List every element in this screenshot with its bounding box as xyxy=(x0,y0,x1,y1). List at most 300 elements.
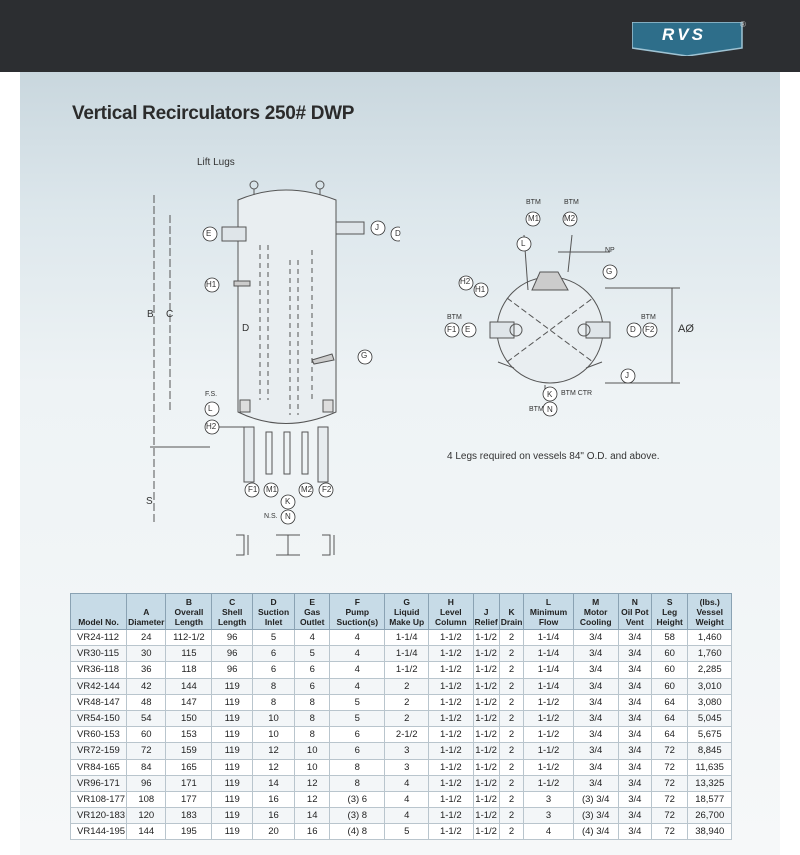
fs-label: F.S. xyxy=(205,391,218,398)
table-cell: 14 xyxy=(295,808,330,824)
table-cell: 1-1/4 xyxy=(524,630,573,646)
nozzle-f2-label: F2 xyxy=(322,485,332,494)
table-cell: 3,010 xyxy=(688,678,732,694)
table-cell: 8 xyxy=(295,694,330,710)
dim-a-dia-label: AØ xyxy=(678,323,694,335)
table-cell: 60 xyxy=(127,727,166,743)
table-cell: 8 xyxy=(252,678,294,694)
table-cell: 10 xyxy=(295,743,330,759)
table-cell: 3/4 xyxy=(573,710,618,726)
table-cell: 1,460 xyxy=(688,630,732,646)
side-elevation-drawing xyxy=(140,150,400,570)
column-name: Suction Inlet xyxy=(257,607,290,627)
column-header xyxy=(499,594,524,630)
table-cell: 6 xyxy=(330,743,385,759)
column-letter: H xyxy=(447,597,454,607)
table-cell: 6 xyxy=(252,662,294,678)
table-cell: 150 xyxy=(166,710,212,726)
table-cell: 72 xyxy=(127,743,166,759)
column-name: Shell Length xyxy=(217,607,247,627)
column-header xyxy=(688,594,732,630)
table-cell: 8 xyxy=(330,759,385,775)
table-cell: 1-1/2 xyxy=(429,646,473,662)
table-body xyxy=(71,630,732,840)
table-cell: 12 xyxy=(252,759,294,775)
table-cell: 10 xyxy=(252,727,294,743)
table-cell: 60 xyxy=(651,662,688,678)
table-cell: 6 xyxy=(330,727,385,743)
plan-l-label: L xyxy=(521,239,526,248)
table-cell: 1-1/4 xyxy=(385,630,429,646)
table-row xyxy=(71,678,732,694)
logo-text: RVS xyxy=(662,25,706,44)
table-cell: 96 xyxy=(212,662,253,678)
table-cell: 8 xyxy=(295,727,330,743)
np-label: NP xyxy=(605,247,615,254)
table-cell: 1-1/2 xyxy=(429,791,473,807)
column-name: Model No. xyxy=(78,617,119,627)
table-cell: 26,700 xyxy=(688,808,732,824)
nozzle-m2-label: M2 xyxy=(301,485,313,494)
table-cell: 119 xyxy=(212,727,253,743)
table-cell: 3/4 xyxy=(618,710,651,726)
header-row xyxy=(71,594,732,630)
column-header xyxy=(252,594,294,630)
table-cell: 1-1/2 xyxy=(473,710,499,726)
column-letter: B xyxy=(185,597,192,607)
table-cell: 1-1/2 xyxy=(429,630,473,646)
nozzle-d-label: D xyxy=(395,229,401,238)
plan-view-drawing xyxy=(440,190,700,420)
table-cell: 1-1/2 xyxy=(429,727,473,743)
model-cell: VR36-118 xyxy=(71,662,127,678)
table-row xyxy=(71,662,732,678)
plan-h2-label: H2 xyxy=(460,277,471,286)
table-cell: 4 xyxy=(295,630,330,646)
btm-ctr-label: BTM CTR xyxy=(561,390,593,397)
table-cell: 1-1/2 xyxy=(429,694,473,710)
table-cell: 1-1/2 xyxy=(473,743,499,759)
table-cell: 60 xyxy=(651,646,688,662)
column-letter: E xyxy=(309,597,316,607)
table-cell: 3/4 xyxy=(618,646,651,662)
table-cell: 119 xyxy=(212,759,253,775)
table-cell: 5,045 xyxy=(688,710,732,726)
table-cell: 54 xyxy=(127,710,166,726)
table-row xyxy=(71,775,732,791)
table-cell: 119 xyxy=(212,824,253,840)
nozzle-k-label: K xyxy=(285,497,291,506)
nozzle-n-label: N xyxy=(285,512,291,521)
nozzle-h2-label: H2 xyxy=(206,422,217,431)
table-cell: 119 xyxy=(212,710,253,726)
dim-s-label: S xyxy=(146,496,153,507)
model-cell: VR54-150 xyxy=(71,710,127,726)
column-letter: F xyxy=(354,597,360,607)
table-cell: 6 xyxy=(252,646,294,662)
table-cell: 2 xyxy=(499,630,524,646)
table-cell: 1-1/2 xyxy=(473,678,499,694)
table-cell: 1-1/2 xyxy=(473,630,499,646)
table-cell: 12 xyxy=(295,791,330,807)
table-cell: 4 xyxy=(385,775,429,791)
column-letter: G xyxy=(403,597,411,607)
table-cell: 3 xyxy=(524,808,573,824)
table-cell: 64 xyxy=(651,727,688,743)
column-name: Oil Pot Vent xyxy=(621,607,649,627)
table-cell: 1-1/2 xyxy=(429,759,473,775)
table-cell: 1-1/2 xyxy=(473,662,499,678)
table-cell: 1,760 xyxy=(688,646,732,662)
table-cell: 5 xyxy=(252,630,294,646)
table-cell: 2 xyxy=(499,678,524,694)
table-cell: 3 xyxy=(524,791,573,807)
page-title: Vertical Recirculators 250# DWP xyxy=(72,103,355,124)
table-cell: 1-1/2 xyxy=(429,824,473,840)
table-row xyxy=(71,759,732,775)
table-cell: 1-1/2 xyxy=(429,808,473,824)
table-cell: 18,577 xyxy=(688,791,732,807)
plan-m1-label: M1 xyxy=(528,214,540,223)
table-cell: 5 xyxy=(295,646,330,662)
nozzle-g-label: G xyxy=(361,351,368,360)
table-cell: 72 xyxy=(651,824,688,840)
column-letter: D xyxy=(270,597,277,607)
table-cell: 165 xyxy=(166,759,212,775)
table-cell: 11,635 xyxy=(688,759,732,775)
table-cell: 120 xyxy=(127,808,166,824)
table-cell: 1-1/4 xyxy=(524,662,573,678)
table-cell: 64 xyxy=(651,710,688,726)
model-cell: VR108-177 xyxy=(71,791,127,807)
column-header xyxy=(429,594,473,630)
plan-m2-label: M2 xyxy=(564,214,576,223)
table-cell: 2 xyxy=(499,808,524,824)
table-cell: 1-1/2 xyxy=(473,759,499,775)
table-cell: 20 xyxy=(252,824,294,840)
table-cell: (3) 3/4 xyxy=(573,791,618,807)
column-letter: L xyxy=(545,597,552,607)
table-cell: 10 xyxy=(295,759,330,775)
column-header xyxy=(651,594,688,630)
plan-e-label: E xyxy=(465,325,471,334)
table-cell: 1-1/2 xyxy=(524,694,573,710)
table-cell: 48 xyxy=(127,694,166,710)
table-cell: 119 xyxy=(212,775,253,791)
table-cell: 12 xyxy=(252,743,294,759)
model-cell: VR24-112 xyxy=(71,630,127,646)
model-cell: VR42-144 xyxy=(71,678,127,694)
column-name: Leg Height xyxy=(656,607,683,627)
table-cell: 119 xyxy=(212,678,253,694)
table-header xyxy=(71,594,732,630)
btm-label-n: BTM xyxy=(529,406,544,413)
dim-d-label: D xyxy=(242,323,250,334)
table-cell: 1-1/2 xyxy=(473,808,499,824)
table-cell: 2 xyxy=(499,775,524,791)
table-cell: 112-1/2 xyxy=(166,630,212,646)
table-cell: 119 xyxy=(212,808,253,824)
column-name: Gas Outlet xyxy=(299,607,325,627)
nozzle-l-label: L xyxy=(208,404,213,413)
registered-mark: ® xyxy=(740,20,746,29)
table-cell: 1-1/2 xyxy=(429,743,473,759)
model-cell: VR120-183 xyxy=(71,808,127,824)
table-cell: 4 xyxy=(330,646,385,662)
column-header xyxy=(385,594,429,630)
dim-b-label: B xyxy=(147,309,154,320)
model-cell: VR72-159 xyxy=(71,743,127,759)
table-cell: 4 xyxy=(330,630,385,646)
table-cell: 147 xyxy=(166,694,212,710)
table-cell: 60 xyxy=(651,678,688,694)
table-cell: 64 xyxy=(651,694,688,710)
table-cell: 10 xyxy=(252,710,294,726)
plan-f2-label: F2 xyxy=(645,325,655,334)
column-letter: C xyxy=(229,597,236,607)
column-header xyxy=(573,594,618,630)
table-row xyxy=(71,743,732,759)
table-cell: 4 xyxy=(330,662,385,678)
btm-label-f2: BTM xyxy=(641,314,656,321)
table-cell: 24 xyxy=(127,630,166,646)
column-header xyxy=(166,594,212,630)
table-cell: 3/4 xyxy=(573,630,618,646)
table-cell: 3,080 xyxy=(688,694,732,710)
table-row xyxy=(71,791,732,807)
table-cell: 3/4 xyxy=(618,678,651,694)
plan-d-label: D xyxy=(630,325,636,334)
plan-n-label: N xyxy=(547,405,553,414)
table-cell: 144 xyxy=(127,824,166,840)
table-cell: 2 xyxy=(499,727,524,743)
table-cell: 2,285 xyxy=(688,662,732,678)
btm-label-m2: BTM xyxy=(564,199,579,206)
table-cell: 2 xyxy=(385,694,429,710)
model-cell: VR144-195 xyxy=(71,824,127,840)
table-cell: 4 xyxy=(385,808,429,824)
table-cell: 115 xyxy=(166,646,212,662)
table-cell: 2 xyxy=(385,710,429,726)
column-header xyxy=(618,594,651,630)
table-cell: 1-1/2 xyxy=(473,775,499,791)
table-cell: 3/4 xyxy=(618,743,651,759)
table-cell: 1-1/2 xyxy=(473,727,499,743)
table-cell: 153 xyxy=(166,727,212,743)
table-cell: 96 xyxy=(212,646,253,662)
table-cell: 1-1/2 xyxy=(524,727,573,743)
table-cell: 3/4 xyxy=(573,646,618,662)
table-cell: 8 xyxy=(252,694,294,710)
table-cell: 72 xyxy=(651,775,688,791)
table-cell: 108 xyxy=(127,791,166,807)
table-cell: 1-1/2 xyxy=(524,775,573,791)
table-cell: 195 xyxy=(166,824,212,840)
table-cell: 2 xyxy=(499,743,524,759)
table-cell: 1-1/2 xyxy=(473,646,499,662)
table-cell: 5 xyxy=(330,694,385,710)
column-name: Vessel Weight xyxy=(695,607,724,627)
table-cell: 1-1/4 xyxy=(524,646,573,662)
table-row xyxy=(71,694,732,710)
table-cell: 1-1/2 xyxy=(429,662,473,678)
table-cell: 3/4 xyxy=(618,727,651,743)
table-cell: 96 xyxy=(127,775,166,791)
column-header xyxy=(295,594,330,630)
table-cell: 2 xyxy=(499,646,524,662)
table-cell: 3/4 xyxy=(618,630,651,646)
column-header xyxy=(71,594,127,630)
table-cell: 1-1/2 xyxy=(429,710,473,726)
table-row xyxy=(71,630,732,646)
table-cell: 4 xyxy=(524,824,573,840)
model-cell: VR60-153 xyxy=(71,727,127,743)
table-cell: 3/4 xyxy=(573,694,618,710)
table-cell: 3/4 xyxy=(573,775,618,791)
table-cell: 8 xyxy=(295,710,330,726)
table-cell: 3/4 xyxy=(618,662,651,678)
table-cell: (3) 8 xyxy=(330,808,385,824)
table-cell: 84 xyxy=(127,759,166,775)
column-header xyxy=(330,594,385,630)
table-cell: 6 xyxy=(295,678,330,694)
column-letter: M xyxy=(592,597,600,607)
model-cell: VR96-171 xyxy=(71,775,127,791)
table-cell: 3/4 xyxy=(618,808,651,824)
table-cell: 119 xyxy=(212,743,253,759)
table-row xyxy=(71,710,732,726)
plan-g-label: G xyxy=(606,267,613,276)
column-name: Drain xyxy=(500,617,523,627)
table-cell: 96 xyxy=(212,630,253,646)
table-cell: 1-1/2 xyxy=(524,759,573,775)
table-cell: 183 xyxy=(166,808,212,824)
table-cell: 1-1/2 xyxy=(524,743,573,759)
table-cell: 4 xyxy=(330,678,385,694)
table-cell: 1-1/2 xyxy=(385,662,429,678)
column-name: Diameter xyxy=(128,617,165,627)
column-letter: (lbs.) xyxy=(699,597,720,607)
table-cell: 5 xyxy=(385,824,429,840)
table-cell: 3/4 xyxy=(618,791,651,807)
table-cell: (4) 3/4 xyxy=(573,824,618,840)
column-header xyxy=(127,594,166,630)
column-letter: J xyxy=(483,607,489,617)
table-cell: 8 xyxy=(330,775,385,791)
table-cell: 3 xyxy=(385,743,429,759)
table-cell: 16 xyxy=(252,808,294,824)
nozzle-f1-label: F1 xyxy=(248,485,258,494)
plan-k-label: K xyxy=(547,390,553,399)
table-cell: 14 xyxy=(252,775,294,791)
column-header xyxy=(212,594,253,630)
column-name: Overall Length xyxy=(174,607,204,627)
table-cell: 42 xyxy=(127,678,166,694)
table-cell: 3/4 xyxy=(573,727,618,743)
table-cell: 16 xyxy=(252,791,294,807)
table-cell: (4) 8 xyxy=(330,824,385,840)
table-cell: 12 xyxy=(295,775,330,791)
table-cell: 2 xyxy=(499,791,524,807)
table-cell: 2 xyxy=(385,678,429,694)
table-cell: 3/4 xyxy=(618,824,651,840)
table-cell: 3/4 xyxy=(618,775,651,791)
table-cell: 8,845 xyxy=(688,743,732,759)
table-cell: 118 xyxy=(166,662,212,678)
table-cell: 58 xyxy=(651,630,688,646)
table-cell: 72 xyxy=(651,743,688,759)
nozzle-j-label: J xyxy=(375,223,379,232)
table-cell: 72 xyxy=(651,759,688,775)
plan-j-label: J xyxy=(625,371,629,380)
table-cell: 1-1/2 xyxy=(473,824,499,840)
column-letter: S xyxy=(666,597,673,607)
table-cell: 3/4 xyxy=(573,662,618,678)
table-cell: 2 xyxy=(499,759,524,775)
table-cell: 3 xyxy=(385,759,429,775)
table-cell: 3/4 xyxy=(573,678,618,694)
table-cell: 30 xyxy=(127,646,166,662)
column-name: Pump Suction(s) xyxy=(336,607,379,627)
table-cell: 3/4 xyxy=(618,694,651,710)
column-name: Liquid Make Up xyxy=(389,607,425,627)
btm-label-f1: BTM xyxy=(447,314,462,321)
table-row xyxy=(71,824,732,840)
table-cell: 144 xyxy=(166,678,212,694)
table-cell: 2-1/2 xyxy=(385,727,429,743)
spec-table xyxy=(70,593,732,840)
table-cell: 177 xyxy=(166,791,212,807)
table-cell: 171 xyxy=(166,775,212,791)
column-name: Motor Cooling xyxy=(579,607,612,627)
table-cell: 1-1/2 xyxy=(524,710,573,726)
table-row xyxy=(71,646,732,662)
column-letter: K xyxy=(508,607,515,617)
table-cell: 72 xyxy=(651,808,688,824)
table-cell: 13,325 xyxy=(688,775,732,791)
table-cell: 2 xyxy=(499,694,524,710)
lift-lugs-label: Lift Lugs xyxy=(197,157,235,168)
table-cell: 1-1/4 xyxy=(524,678,573,694)
table-cell: 3/4 xyxy=(573,743,618,759)
model-cell: VR48-147 xyxy=(71,694,127,710)
table-cell: 119 xyxy=(212,694,253,710)
table-cell: 36 xyxy=(127,662,166,678)
table-cell: 119 xyxy=(212,791,253,807)
ns-label: N.S. xyxy=(264,513,278,520)
column-letter: N xyxy=(631,597,638,607)
column-name: Relief xyxy=(474,617,498,627)
table-cell: 1-1/4 xyxy=(385,646,429,662)
legs-note: 4 Legs required on vessels 84" O.D. and above. xyxy=(447,451,660,462)
table-cell: 159 xyxy=(166,743,212,759)
table-cell: 2 xyxy=(499,824,524,840)
nozzle-m1-label: M1 xyxy=(266,485,278,494)
column-name: Minimum Flow xyxy=(529,607,568,627)
column-header xyxy=(524,594,573,630)
model-cell: VR30-115 xyxy=(71,646,127,662)
table-cell: 6 xyxy=(295,662,330,678)
table-cell: 3/4 xyxy=(573,759,618,775)
spec-table-container xyxy=(70,593,732,840)
table-cell: 5 xyxy=(330,710,385,726)
table-cell: 2 xyxy=(499,710,524,726)
dim-c-label: C xyxy=(166,309,174,320)
plan-h1-label: H1 xyxy=(475,285,486,294)
column-header xyxy=(473,594,499,630)
table-cell: (3) 3/4 xyxy=(573,808,618,824)
table-cell: (3) 6 xyxy=(330,791,385,807)
